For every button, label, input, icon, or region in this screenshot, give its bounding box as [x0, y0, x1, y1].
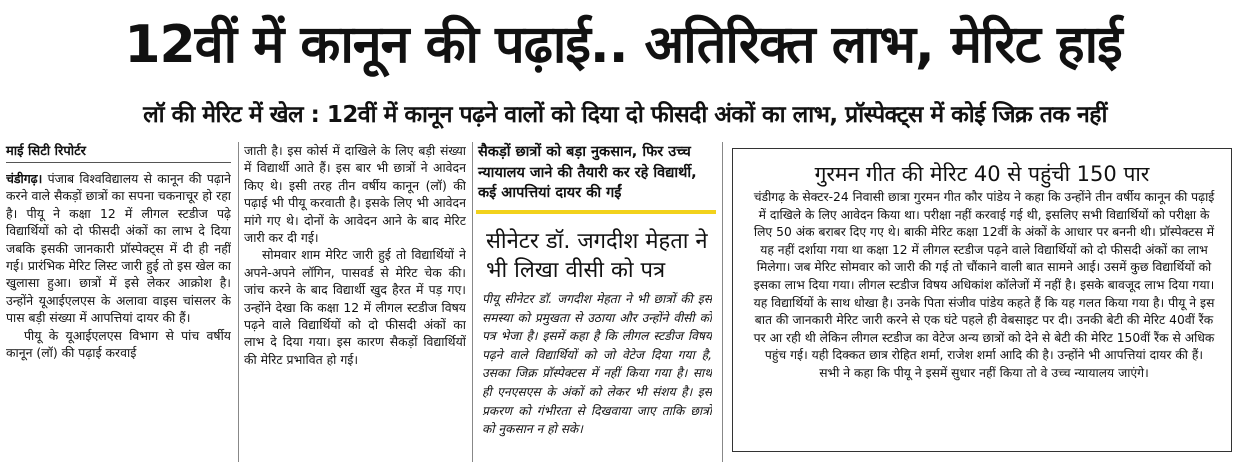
dateline: चंडीगढ़। [6, 171, 43, 186]
story-box [732, 148, 1232, 452]
box-text: चंडीगढ़ के सेक्टर-24 निवासी छात्रा गुरमन गीत कौर पांडेय ने कहा कि उन्होंने तीन वर्षीय कानून की पढ़ाई में दाखिले के लिए आवेदन किया था। परीक्षा नहीं करवाई गई थी, इसलिए सभी विद्यार्थियों को परीक्षा के लिए 50 अंक बराबर दिए गए थे। बाकी मेरिट कक्षा 12वीं के अंकों के आधार पर बननी थी। प्रॉस्पेक्टस में यह नहीं दर्शाया गया था कक्षा 12 में लीगल स्टडीज पढ़ने वाले विद्यार्थियों को दो फीसदी अंकों का लाभ मिलेगा। जब मेरिट सोमवार को जारी की गई तो चौंकाने वाली बात सामने आई। उसमें कुछ विद्यार्थियों को इसका लाभ दिया गया। लीगल स्टडीज विषय अधिकांश कॉलेजों में नहीं है। इसके बावजूद लाभ दिया गया। यह विद्यार्थियों के साथ धोखा है। उनके पिता संजीव पांडेय कहते हैं कि यह गलत किया गया है। पीयू ने इस बात की जानकारी मेरिट जारी करने से एक घंटे पहले ही वेबसाइट पर दी। उनकी बेटी की मेरिट 40वीं रैंक पर आ रही थी लेकिन लीगल स्टडीज का वेटेज अन्य छात्रों को देने से बेटी की मेरिट 150वीं रैंक से अधिक पहुंच गई। यही दिक्कत छात्र रोहित शर्मा, राजेश शर्मा आदि की है। उन्होंने भी आपत्तियां दायर की हैं। सभी ने कहा कि पीयू ने इसमें सुधार नहीं किया तो वे उच्च न्यायालय जाएंगे। [753, 190, 1215, 380]
headline: 12वीं में कानून की पढ़ाई.. अतिरिक्त लाभ, मेरिट हाई [124, 15, 1122, 75]
subheadline: लॉ की मेरिट में खेल : 12वीं में कानून पढ़ने वालों को दिया दो फीसदी अंकों का लाभ, प्रॉस्पेक्ट्स में कोई जिक्र तक नहीं [143, 102, 1107, 128]
box-title: गुरमन गीत की मेरिट 40 से पहुंची 150 पार [814, 162, 1150, 186]
article-column-2 [244, 142, 466, 462]
senator-heading: सीनेटर डॉ. जगदीश मेहता ने भी लिखा वीसी को पत्र [486, 229, 708, 283]
column-divider [722, 142, 723, 462]
byline: माई सिटी रिपोर्टर [6, 142, 231, 163]
paragraph: जाती है। इस कोर्स में दाखिले के लिए बड़ी संख्या में विद्यार्थी आते हैं। इस बार भी छात्रों ने आवेदन किए थे। इसी तरह तीन वर्षीय कानून (लॉ) की पढ़ाई भी पीयू करवाती है। इसके लिए भी आवेदन मांगे गए थे। दोनों के आवेदन आने के बाद मेरिट जारी कर दी गई। [244, 143, 466, 246]
column-divider [238, 142, 239, 462]
paragraph: सोमवार शाम मेरिट जारी हुई तो विद्यार्थियों ने अपने-अपने लॉगिन, पासवर्ड से मेरिट चेक की। जांच करने के बाद विद्यार्थी खुद हैरत में पड़ गए। उन्होंने देखा कि कक्षा 12 में लीगल स्टडीज विषय पढ़ने वाले विद्यार्थियों को दो फीसदी अंकों का लाभ दे दिया गया। इस कारण सैकड़ों विद्यार्थियों की मेरिट प्रभावित हो गई। [244, 247, 466, 367]
paragraph: पीयू सीनेटर डॉ. जगदीश मेहता ने भी छात्रों की इस समस्या को प्रमुखता से उठाया और उन्होंने वीसी को पत्र भेजा है। इसमें कहा है कि लीगल स्टडीज विषय पढ़ने वाले विद्यार्थियों को जो वेटेज दिया गया है, उसका जिक्र प्रॉस्पेक्टस में नहीं किया गया है। साथ ही एनएसएस के अंकों को लेकर भी संशय है। इस प्रकरण को गंभीरता से दिखवाया जाए ताकि छात्रों को नुकसान न हो सके। [482, 292, 712, 437]
paragraph-text: पंजाब विश्वविद्यालय से कानून की पढ़ाने करने वाले सैकड़ों छात्रों का सपना चकनाचूर हो रहा है। पीयू ने कक्षा 12 में लीगल स्टडीज पढ़े विद्यार्थियों को दो फीसदी अंकों का लाभ दे दिया जबकि इसकी जानकारी प्रॉस्पेक्ट्स में दी ही नहीं गई। प्रारंभिक मेरिट लिस्ट जारी हुई तो इस खेल का खुलासा हुआ। छात्रों में इसे लेकर आक्रोश है। उन्होंने यूआईएलएस के अलावा वाइस चांसलर के पास बड़ी संख्या में आपत्तियां दायर की हैं। [6, 171, 231, 326]
article-column-1 [6, 170, 231, 462]
sidebar-highlight: सैकड़ों छात्रों को बड़ा नुकसान, फिर उच्च न्यायालय जाने की तैयारी कर रहे विद्यार्थी, कई आपत्तियां दायर की गईं [478, 144, 697, 201]
paragraph: पीयू के यूआईएलएस विभाग से पांच वर्षीय कानून (लॉ) की पढ़ाई करवाई [6, 327, 231, 361]
column-divider [472, 142, 473, 462]
highlight-bar [476, 210, 716, 214]
senator-text [482, 290, 712, 462]
paragraph [6, 170, 231, 327]
